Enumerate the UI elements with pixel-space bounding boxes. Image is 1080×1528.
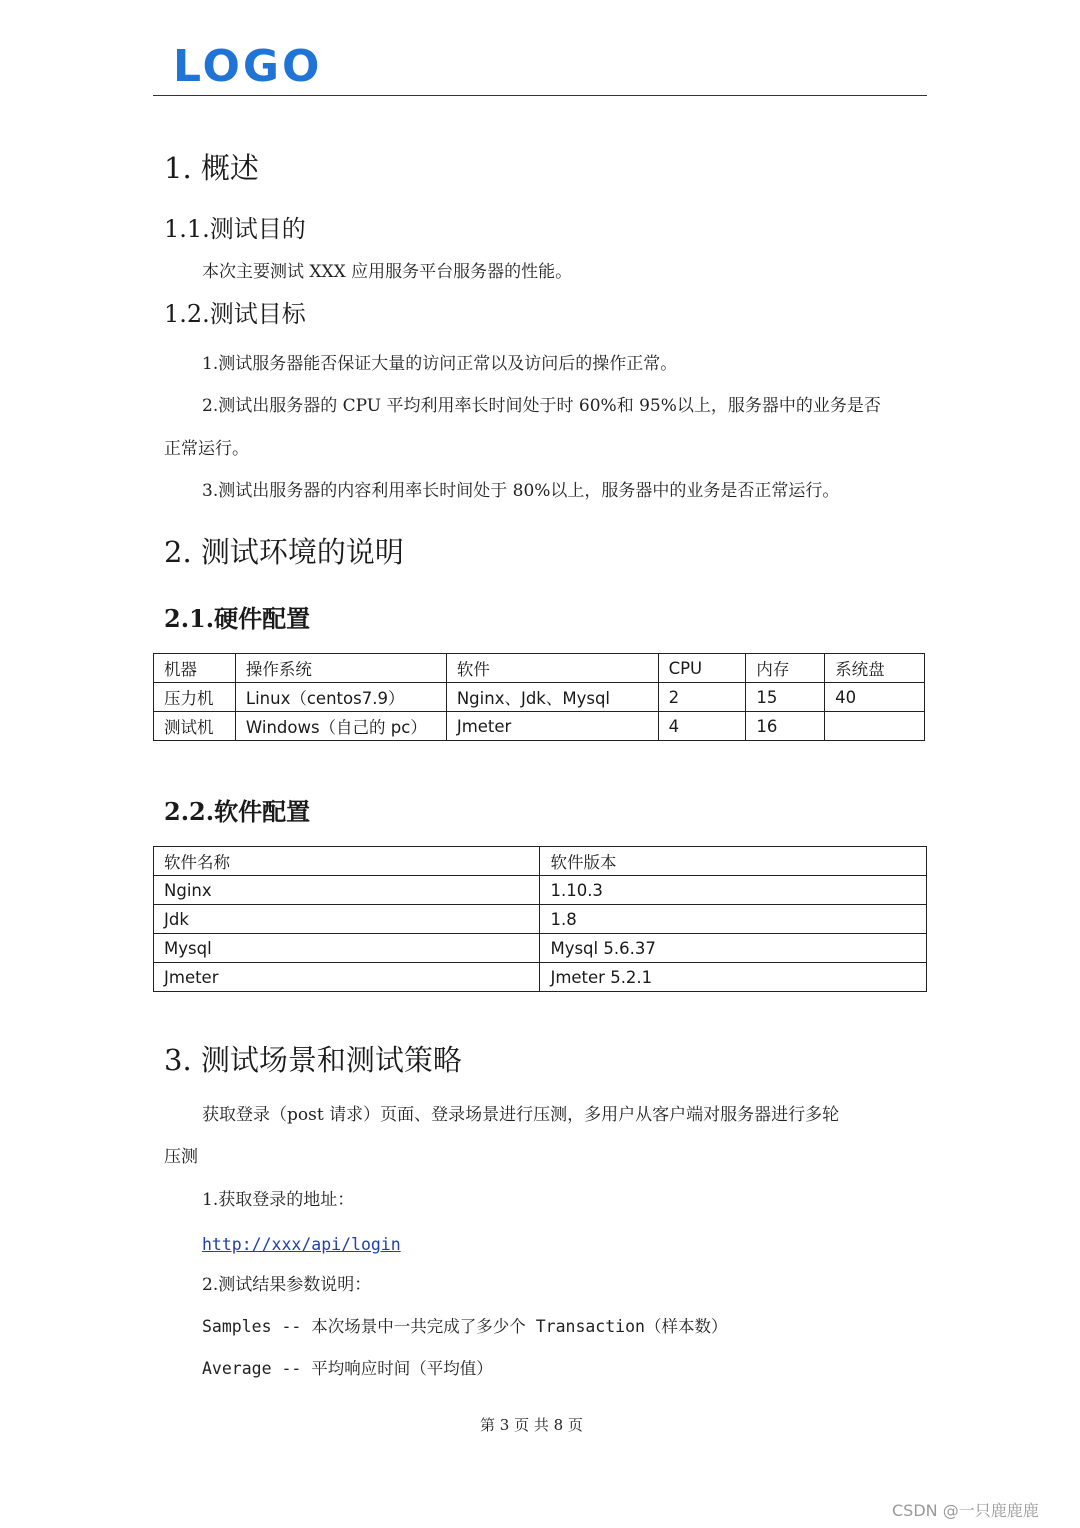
table-header-cell: 操作系统 bbox=[235, 654, 446, 683]
section-1-2-title: 1.2.测试目标 bbox=[164, 300, 306, 328]
table-header-row bbox=[154, 654, 925, 683]
table-cell: Linux（centos7.9） bbox=[235, 683, 446, 712]
table-cell: Nginx bbox=[154, 876, 540, 905]
table-header-cell: CPU bbox=[658, 654, 746, 683]
table-header-cell: 软件版本 bbox=[540, 847, 927, 876]
table-cell: Nginx、Jdk、Mysql bbox=[446, 683, 658, 712]
table-row bbox=[154, 876, 927, 905]
table-row bbox=[154, 712, 925, 741]
table-header-cell: 软件名称 bbox=[154, 847, 540, 876]
table-header-row bbox=[154, 847, 927, 876]
table-cell: Jmeter bbox=[446, 712, 658, 741]
section-3-title: 3. 测试场景和测试策略 bbox=[164, 1043, 462, 1077]
section-2-title: 2. 测试环境的说明 bbox=[164, 535, 404, 569]
goal-item-2-line-1: 2.测试出服务器的 CPU 平均利用率长时间处于时 60%和 95%以上，服务器中的业务是否 bbox=[202, 396, 881, 416]
goal-item-1: 1.测试服务器能否保证大量的访问正常以及访问后的操作正常。 bbox=[202, 354, 678, 374]
table-cell: Jmeter 5.2.1 bbox=[540, 963, 927, 992]
table-cell: Mysql 5.6.37 bbox=[540, 934, 927, 963]
table-cell: 15 bbox=[746, 683, 825, 712]
table-header-cell: 软件 bbox=[446, 654, 658, 683]
hardware-table bbox=[153, 653, 925, 741]
section-1-1-body: 本次主要测试 XXX 应用服务平台服务器的性能。 bbox=[202, 262, 573, 282]
watermark: CSDN @一只鹿鹿鹿 bbox=[892, 1501, 1039, 1520]
goal-item-2-line-2: 正常运行。 bbox=[164, 439, 249, 459]
login-url-link[interactable]: http://xxx/api/login bbox=[202, 1235, 401, 1254]
table-cell: 1.10.3 bbox=[540, 876, 927, 905]
param-average: Average -- 平均响应时间（平均值） bbox=[202, 1359, 493, 1378]
strategy-item-1: 1.获取登录的地址： bbox=[202, 1190, 355, 1210]
table-cell: 压力机 bbox=[154, 683, 236, 712]
table-cell: 40 bbox=[825, 683, 925, 712]
logo: LOGO bbox=[173, 41, 323, 92]
table-header-cell: 系统盘 bbox=[825, 654, 925, 683]
table-row bbox=[154, 905, 927, 934]
section-2-2-title: 2.2.软件配置 bbox=[164, 797, 311, 826]
param-samples: Samples -- 本次场景中一共完成了多少个 Transaction（样本数） bbox=[202, 1317, 728, 1336]
table-cell: 16 bbox=[746, 712, 825, 741]
table-row bbox=[154, 963, 927, 992]
software-table bbox=[153, 846, 927, 992]
goal-item-3: 3.测试出服务器的内容利用率长时间处于 80%以上，服务器中的业务是否正常运行。 bbox=[202, 481, 840, 501]
section-3-intro-line-1: 获取登录（post 请求）页面、登录场景进行压测，多用户从客户端对服务器进行多轮 bbox=[202, 1105, 840, 1125]
table-cell: 2 bbox=[658, 683, 746, 712]
section-2-1-title: 2.1.硬件配置 bbox=[164, 604, 311, 633]
table-cell bbox=[825, 712, 925, 741]
table-header-cell: 内存 bbox=[746, 654, 825, 683]
table-cell: 1.8 bbox=[540, 905, 927, 934]
table-row bbox=[154, 934, 927, 963]
page-number: 第 3 页 共 8 页 bbox=[480, 1416, 583, 1434]
table-cell: Windows（自己的 pc） bbox=[235, 712, 446, 741]
section-3-intro-line-2: 压测 bbox=[164, 1147, 198, 1167]
table-cell: Jdk bbox=[154, 905, 540, 934]
table-cell: Jmeter bbox=[154, 963, 540, 992]
table-cell: 4 bbox=[658, 712, 746, 741]
table-cell: 测试机 bbox=[154, 712, 236, 741]
table-cell: Mysql bbox=[154, 934, 540, 963]
table-row bbox=[154, 683, 925, 712]
section-1-title: 1. 概述 bbox=[164, 151, 259, 185]
header-divider bbox=[153, 95, 927, 96]
strategy-item-2: 2.测试结果参数说明： bbox=[202, 1275, 372, 1295]
table-header-cell: 机器 bbox=[154, 654, 236, 683]
section-1-1-title: 1.1.测试目的 bbox=[164, 215, 306, 243]
